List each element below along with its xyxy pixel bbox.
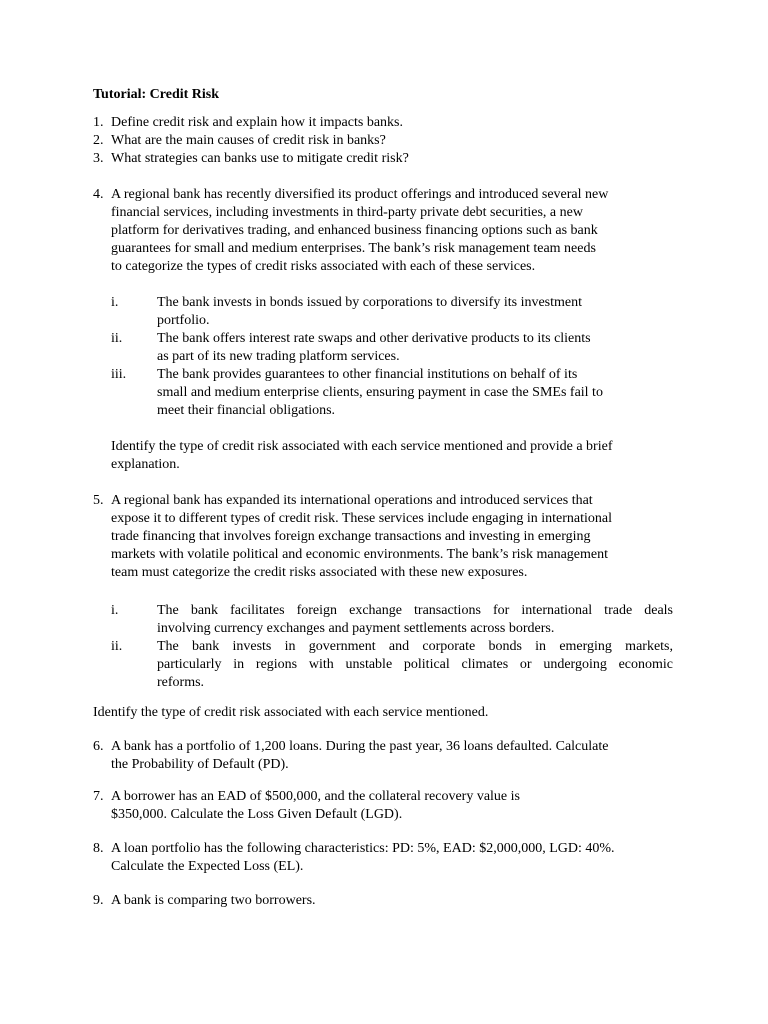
question-text: What are the main causes of credit risk in banks? — [111, 133, 386, 148]
question-4-instruction — [111, 438, 612, 474]
question-number: 2. — [93, 133, 104, 148]
roman-numeral: ii. — [111, 639, 123, 654]
question-number: 1. — [93, 115, 104, 130]
instruction-line: Identify the type of credit risk associated with each service mentioned and provide a brief — [111, 439, 613, 454]
roman-numeral: i. — [111, 603, 119, 618]
question-number: 4. — [93, 187, 104, 202]
question-5-instruction: Identify the type of credit risk associated with each service mentioned. — [93, 705, 489, 720]
sub-item-line: The bank offers interest rate swaps and other derivative products to its clients — [157, 331, 591, 346]
sub-item-line: particularly in regions with unstable political climates or undergoing economic — [157, 657, 673, 672]
question-text: What strategies can banks use to mitigate credit risk? — [111, 151, 409, 166]
instruction-line: explanation. — [111, 457, 180, 472]
question-line: $350,000. Calculate the Loss Given Default (LGD). — [111, 807, 403, 822]
question-number: 9. — [93, 893, 104, 908]
roman-numeral: iii. — [111, 367, 127, 382]
sub-item-line: The bank invests in government and corporate bonds in emerging markets, — [157, 639, 673, 654]
sub-item-line: The bank provides guarantees to other financial institutions on behalf of its — [157, 367, 578, 382]
question-line: Calculate the Expected Loss (EL). — [111, 859, 304, 874]
question-line: A regional bank has recently diversified its product offerings and introduced several new — [111, 187, 609, 202]
sub-item-line: The bank facilitates foreign exchange transactions for international trade deals — [157, 603, 673, 618]
question-text: Define credit risk and explain how it impacts banks. — [111, 115, 403, 130]
question-number: 7. — [93, 789, 104, 804]
question-line: platform for derivatives trading, and enhanced business financing options such as bank — [111, 223, 598, 238]
question-line: A borrower has an EAD of $500,000, and the collateral recovery value is — [111, 789, 520, 804]
question-line: financial services, including investments in third-party private debt securities, a new — [111, 205, 583, 220]
sub-item-line: meet their financial obligations. — [157, 403, 336, 418]
question-number: 5. — [93, 493, 104, 508]
sub-item-line: reforms. — [157, 675, 205, 690]
roman-numeral: ii. — [111, 331, 123, 346]
document-title: Tutorial: Credit Risk — [93, 87, 220, 102]
question-line: trade financing that involves foreign exchange transactions and investing in emerging — [111, 529, 591, 544]
question-line: to categorize the types of credit risks associated with each of these services. — [111, 259, 536, 274]
question-number: 8. — [93, 841, 104, 856]
sub-item-line: involving currency exchanges and payment settlements across borders. — [157, 621, 555, 636]
question-line: team must categorize the credit risks associated with these new exposures. — [111, 565, 528, 580]
sub-item-line: The bank invests in bonds issued by corporations to diversify its investment — [157, 295, 583, 310]
sub-item-line: portfolio. — [157, 313, 210, 328]
question-line: A loan portfolio has the following characteristics: PD: 5%, EAD: $2,000,000, LGD: 40%. — [111, 841, 615, 856]
question-line: the Probability of Default (PD). — [111, 757, 289, 772]
question-line: guarantees for small and medium enterprises. The bank’s risk management team needs — [111, 241, 596, 256]
roman-numeral: i. — [111, 295, 119, 310]
sub-item-line: as part of its new trading platform services. — [157, 349, 400, 364]
question-number: 3. — [93, 151, 104, 166]
question-line: A regional bank has expanded its international operations and introduced services that — [111, 493, 593, 508]
question-text: A bank is comparing two borrowers. — [111, 893, 316, 908]
sub-item-line: small and medium enterprise clients, ensuring payment in case the SMEs fail to — [157, 385, 603, 400]
question-line: A bank has a portfolio of 1,200 loans. During the past year, 36 loans defaulted. Calculate — [111, 739, 609, 754]
question-line: markets with volatile political and economic environments. The bank’s risk management — [111, 547, 608, 562]
question-number: 6. — [93, 739, 104, 754]
question-line: expose it to different types of credit risk. These services include engaging in international — [111, 511, 612, 526]
